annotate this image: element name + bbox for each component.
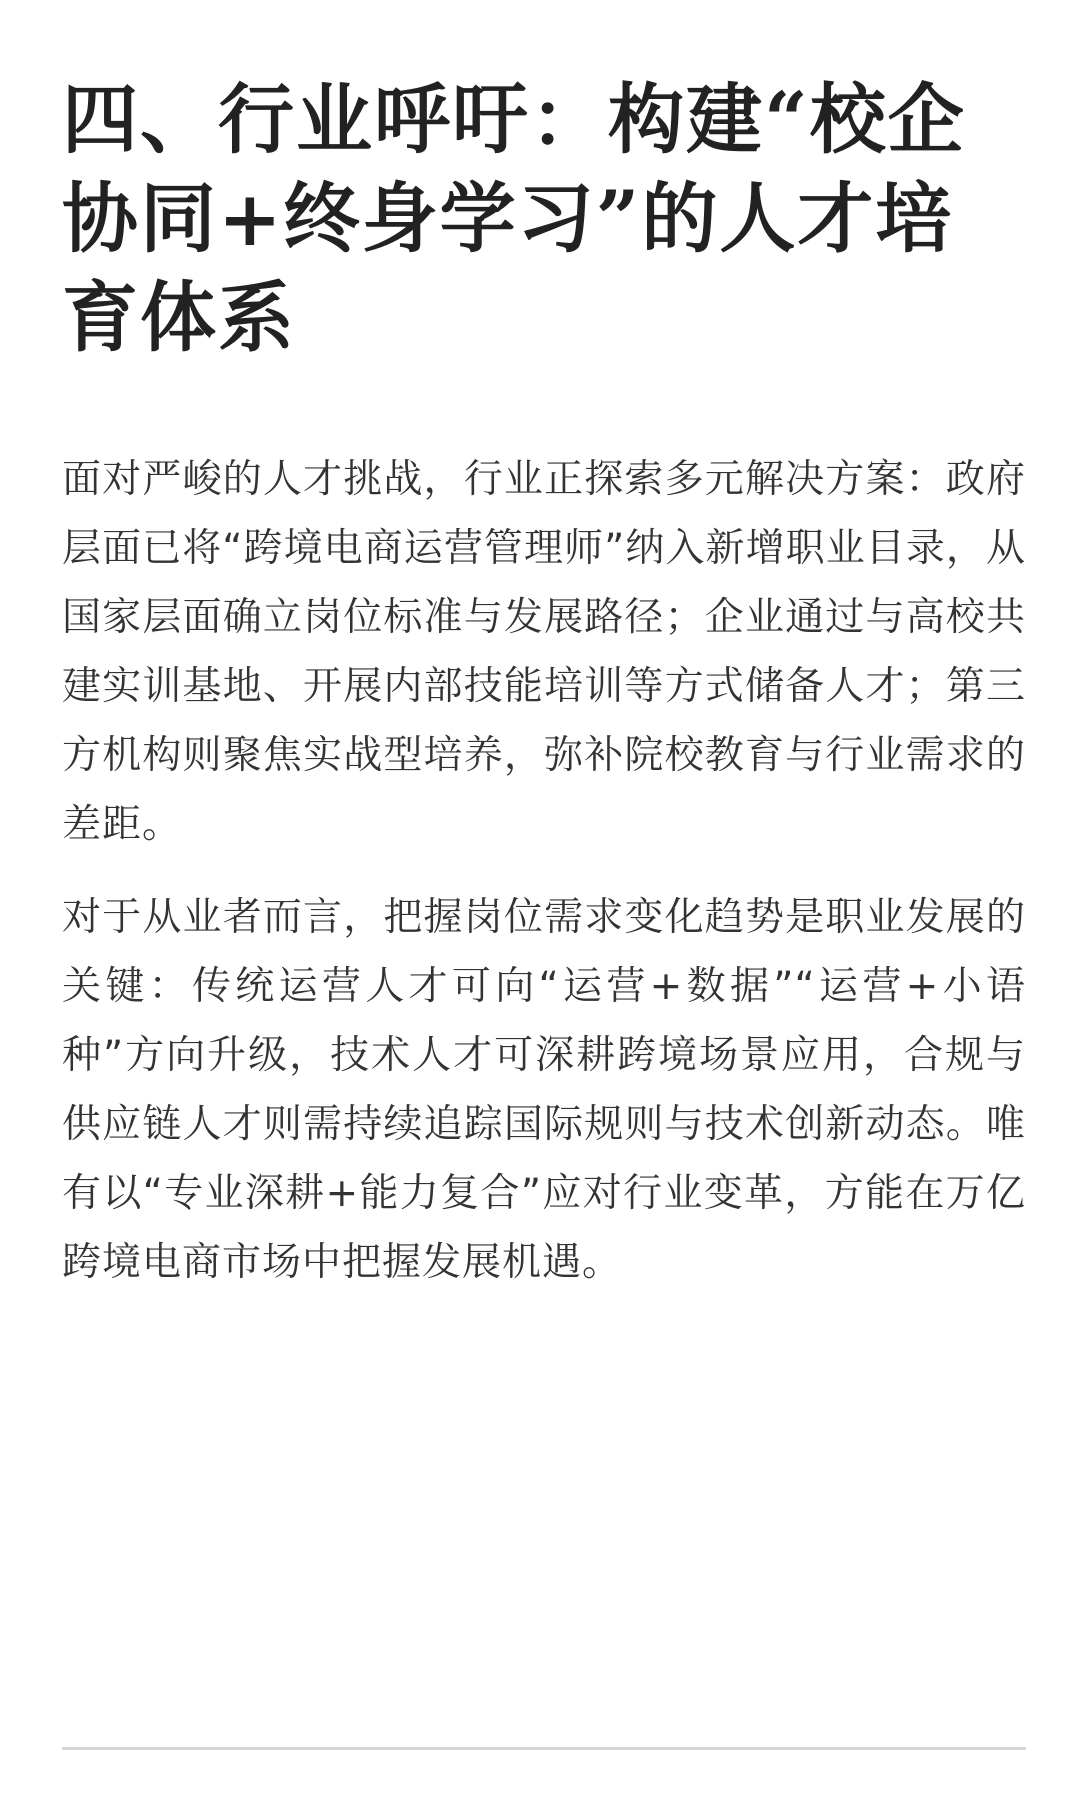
paragraph-solutions: 面对严峻的人才挑战，行业正探索多元解决方案：政府层面已将“跨境电商运营管理师”纳入新增职业目录，从国家层面确立岗位标准与发展路径；企业通过与高校共建实训基地、开展内部技能培训等方式储备人才；第三方机构则聚焦实战型培养，弥补院校教育与行业需求的差距。 [62, 457, 1026, 847]
bottom-divider [62, 1747, 1026, 1750]
article-body [62, 70, 1026, 1297]
paragraph-career-advice: 对于从业者而言，把握岗位需求变化趋势是职业发展的关键：传统运营人才可向“运营+数据”“运营+小语种”方向升级，技术人才可深耕跨境场景应用，合规与供应链人才则需持续追踪国际规则与技术创新动态。唯有以“专业深耕+能力复合”应对行业变革，方能在万亿跨境电商市场中把握发展机遇。 [62, 895, 1026, 1285]
section-heading: 四、行业呼吁：构建“校企协同+终身学习”的人才培育体系 [62, 75, 966, 362]
